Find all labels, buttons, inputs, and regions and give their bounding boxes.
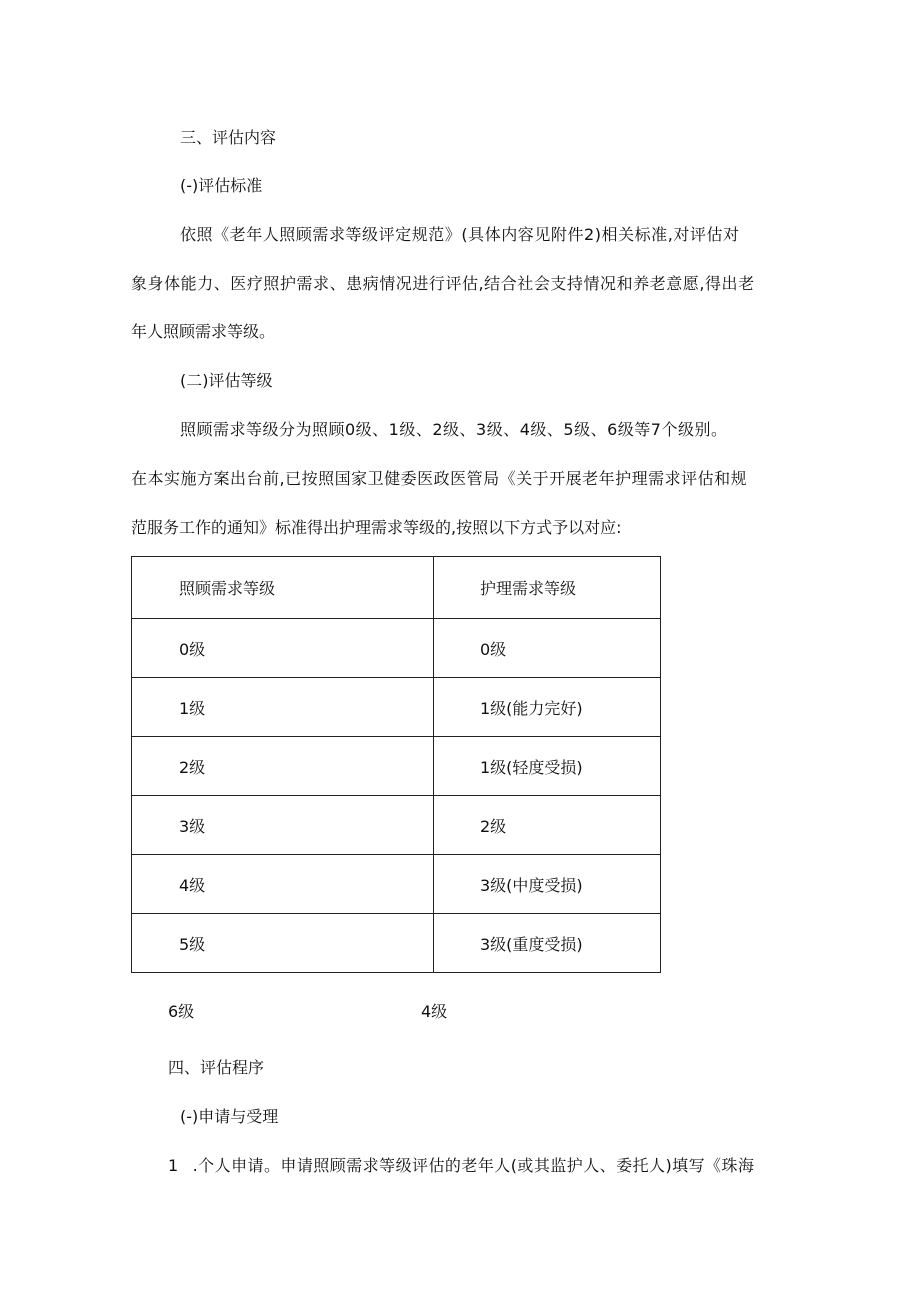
item-number: 1 [168,1156,179,1175]
subsection-heading-assessment-standard: (-)评估标准 [180,176,263,195]
table-header-nursing-level: 护理需求等级 [434,557,661,619]
table-cell-nursing-level: 0级 [434,619,661,678]
paragraph-line: 象身体能力、医疗照护需求、患病情况进行评估,结合社会支持情况和养老意愿,得出老 [131,274,755,293]
extra-row-care-level: 6级 [168,1002,195,1021]
section-heading-assessment-procedure: 四、评估程序 [168,1058,265,1077]
extra-row-nursing-level: 4级 [421,1002,448,1021]
table-cell-care-level: 2级 [132,737,434,796]
subsection-heading-assessment-levels: (二)评估等级 [180,371,273,390]
table-cell-care-level: 4级 [132,855,434,914]
table-header-care-level: 照顾需求等级 [132,557,434,619]
numbered-item [168,1156,754,1176]
paragraph-line: 依照《老年人照顾需求等级评定规范》(具体内容见附件2)相关标准,对评估对 [180,225,740,244]
table-cell-care-level: 1级 [132,678,434,737]
item-text: .个人申请。申请照顾需求等级评估的老年人(或其监护人、委托人)填写《珠海 [192,1156,755,1175]
table-cell-nursing-level: 1级(能力完好) [434,678,661,737]
table-cell-care-level: 0级 [132,619,434,678]
table-cell-nursing-level: 3级(中度受损) [434,855,661,914]
table-row [132,855,661,914]
table-row [132,737,661,796]
paragraph-line: 年人照顾需求等级。 [131,322,276,341]
table-cell-nursing-level: 2级 [434,796,661,855]
level-mapping-table [131,556,661,973]
table-header-row [132,557,661,619]
paragraph-line: 照顾需求等级分为照顾0级、1级、2级、3级、4级、5级、6级等7个级别。 [180,420,728,439]
section-heading-assessment-content: 三、评估内容 [180,128,277,147]
table-cell-care-level: 3级 [132,796,434,855]
table-cell-care-level: 5级 [132,914,434,973]
table-row [132,678,661,737]
table-row [132,619,661,678]
paragraph-line: 在本实施方案出台前,已按照国家卫健委医政医管局《关于开展老年护理需求评估和规 [131,469,748,488]
table-cell-nursing-level: 1级(轻度受损) [434,737,661,796]
table-cell-nursing-level: 3级(重度受损) [434,914,661,973]
subsection-heading-application: (-)申请与受理 [180,1107,279,1126]
table-row [132,796,661,855]
table-row [132,914,661,973]
paragraph-line: 范服务工作的通知》标准得出护理需求等级的,按照以下方式予以对应: [131,518,622,537]
